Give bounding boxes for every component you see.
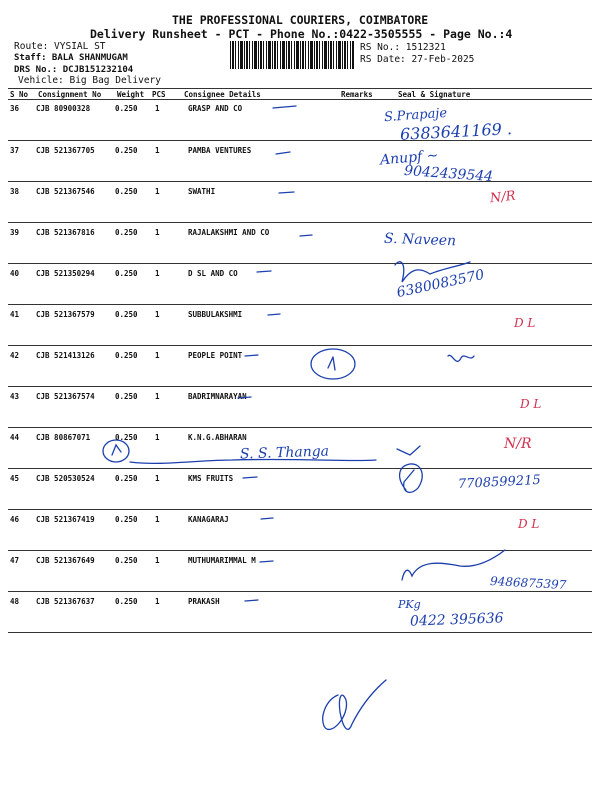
row-weight: 0.250 <box>115 269 138 278</box>
staff-label: Staff: BALA SHANMUGAM <box>14 53 128 63</box>
row-weight: 0.250 <box>115 310 138 319</box>
row-pcs: 1 <box>155 228 160 237</box>
row-consignee: GRASP AND CO <box>188 104 243 113</box>
row-pcs: 1 <box>155 392 160 401</box>
row-pcs: 1 <box>155 433 160 442</box>
dash-mark <box>300 235 312 236</box>
phone-number-40: 6380083570 <box>395 266 486 302</box>
row-pcs: 1 <box>155 597 160 606</box>
row-pcs: 1 <box>155 556 160 565</box>
row-consignee: PAMBA VENTURES <box>188 146 252 155</box>
dash-mark <box>279 192 294 193</box>
row-weight: 0.250 <box>115 228 138 237</box>
row-consignment: CJB 521367419 <box>36 515 95 524</box>
row-pcs: 1 <box>155 104 160 113</box>
dash-mark <box>260 561 273 562</box>
check-mark <box>397 446 420 455</box>
dash-mark <box>257 271 271 272</box>
document-subtitle: Delivery Runsheet - PCT - Phone No.:0422-3505555 - Page No.:4 <box>90 27 513 41</box>
row-consignment: CJB 521367649 <box>36 556 95 565</box>
row-weight: 0.250 <box>115 392 138 401</box>
row-consignee: RAJALAKSHMI AND CO <box>188 228 270 237</box>
signature-scribble-40 <box>395 262 470 282</box>
row-sno: 43 <box>10 392 20 401</box>
row-pcs: 1 <box>155 474 160 483</box>
document-title: THE PROFESSIONAL COURIERS, COIMBATORE <box>172 13 429 27</box>
row-sno: 37 <box>10 146 20 155</box>
signature-name-44: S. S. Thanga <box>239 443 330 463</box>
row-sno: 40 <box>10 269 20 278</box>
row-consignee: D SL AND CO <box>188 269 238 278</box>
row-consignee: KANAGARAJ <box>188 515 229 524</box>
row-weight: 0.250 <box>115 515 138 524</box>
row-weight: 0.250 <box>115 474 138 483</box>
phone-number-47: 9486875397 <box>489 574 567 592</box>
row-pcs: 1 <box>155 310 160 319</box>
signature-name-39: S. Naveen <box>383 230 457 250</box>
row-consignment: CJB 521350294 <box>36 269 95 278</box>
row-weight: 0.250 <box>115 433 138 442</box>
dash-mark <box>245 355 258 356</box>
row-consignment: CJB 520530524 <box>36 474 95 483</box>
dash-mark <box>276 152 290 154</box>
row-sno: 47 <box>10 556 20 565</box>
row-weight: 0.250 <box>115 146 138 155</box>
phone-number-48: 0422 395636 <box>409 610 504 630</box>
signature-name-36: S.Prapaje <box>383 105 448 126</box>
col-sno: S No <box>10 90 29 99</box>
row-consignee: SUBBULAKSHMI <box>188 310 243 319</box>
row-consignment: CJB 521367579 <box>36 310 95 319</box>
row-sno: 39 <box>10 228 20 237</box>
col-consignment: Consignment No <box>38 90 102 99</box>
route-label: Route: VYSIAL ST <box>14 41 106 52</box>
row-sno: 36 <box>10 104 20 113</box>
row-pcs: 1 <box>155 187 160 196</box>
remark-not-received-44: N/R <box>504 436 532 452</box>
row-sno: 48 <box>10 597 20 606</box>
underline-stroke-44 <box>130 459 376 463</box>
row-weight: 0.250 <box>115 556 138 565</box>
circled-initial-42 <box>311 349 355 379</box>
drs-number: DRS No.: DCJB151232104 <box>14 65 134 75</box>
row-pcs: 1 <box>155 269 160 278</box>
row-weight: 0.250 <box>115 187 138 196</box>
row-consignment: CJB 80867071 <box>36 433 91 442</box>
row-pcs: 1 <box>155 146 160 155</box>
row-pcs: 1 <box>155 515 160 524</box>
row-consignee: MUTHUMARIMMAL M <box>188 556 256 565</box>
remark-door-locked-43: D L <box>520 397 542 411</box>
col-weight: Weight <box>117 90 145 99</box>
supervisor-signature <box>323 680 386 729</box>
col-consignee: Consignee Details <box>184 90 261 99</box>
dash-mark <box>238 397 251 398</box>
row-sno: 38 <box>10 187 20 196</box>
row-consignment: CJB 521367637 <box>36 597 95 606</box>
row-sno: 46 <box>10 515 20 524</box>
dash-mark <box>261 518 273 519</box>
row-consignment: CJB 521367816 <box>36 228 95 237</box>
circled-initial-44 <box>103 440 129 462</box>
remark-door-locked-46: D L <box>518 517 540 531</box>
row-consignee: BADRIMNARAYAN <box>188 392 247 401</box>
dash-mark <box>273 106 296 108</box>
row-consignee: SWATHI <box>188 187 216 196</box>
row-sno: 44 <box>10 433 20 442</box>
row-weight: 0.250 <box>115 351 138 360</box>
signature-scribble-47 <box>402 550 505 580</box>
col-pcs: PCS <box>152 90 166 99</box>
dash-mark <box>268 314 280 315</box>
row-sno: 42 <box>10 351 20 360</box>
row-sno: 45 <box>10 474 20 483</box>
row-consignment: CJB 80900328 <box>36 104 91 113</box>
signature-scribble-42 <box>448 355 474 361</box>
vehicle-label: Vehicle: Big Bag Delivery <box>18 75 161 86</box>
circled-initial-42 <box>328 357 335 370</box>
row-pcs: 1 <box>155 351 160 360</box>
signature-name-37: Anupf ~ <box>379 147 440 169</box>
row-consignee: PRAKASH <box>188 597 220 606</box>
remark-not-received-38: N/R <box>489 188 517 207</box>
row-consignee: KMS FRUITS <box>188 474 234 483</box>
col-remarks: Remarks <box>341 90 373 99</box>
row-weight: 0.250 <box>115 104 138 113</box>
row-consignee: PEOPLE POINT <box>188 351 243 360</box>
rs-number: RS No.: 1512321 <box>360 42 446 53</box>
phone-number-36: 6383641169 . <box>399 119 513 144</box>
row-consignment: CJB 521413126 <box>36 351 95 360</box>
signature-scribble-45 <box>400 464 423 492</box>
initials-48: PKg <box>398 598 421 611</box>
col-seal-signature: Seal & Signature <box>398 90 471 99</box>
row-consignment: CJB 521367574 <box>36 392 95 401</box>
row-sno: 41 <box>10 310 20 319</box>
row-consignee: K.N.G.ABHARAN <box>188 433 247 442</box>
row-weight: 0.250 <box>115 597 138 606</box>
rs-date: RS Date: 27-Feb-2025 <box>360 54 475 65</box>
circled-initial-44 <box>112 445 121 455</box>
phone-number-37: 9042439544 <box>403 162 494 186</box>
dash-mark <box>245 600 258 601</box>
dash-mark <box>243 477 257 478</box>
remark-door-locked-41: D L <box>514 316 536 330</box>
row-consignment: CJB 521367705 <box>36 146 95 155</box>
row-consignment: CJB 521367546 <box>36 187 95 196</box>
phone-number-45: 7708599215 <box>457 472 542 493</box>
